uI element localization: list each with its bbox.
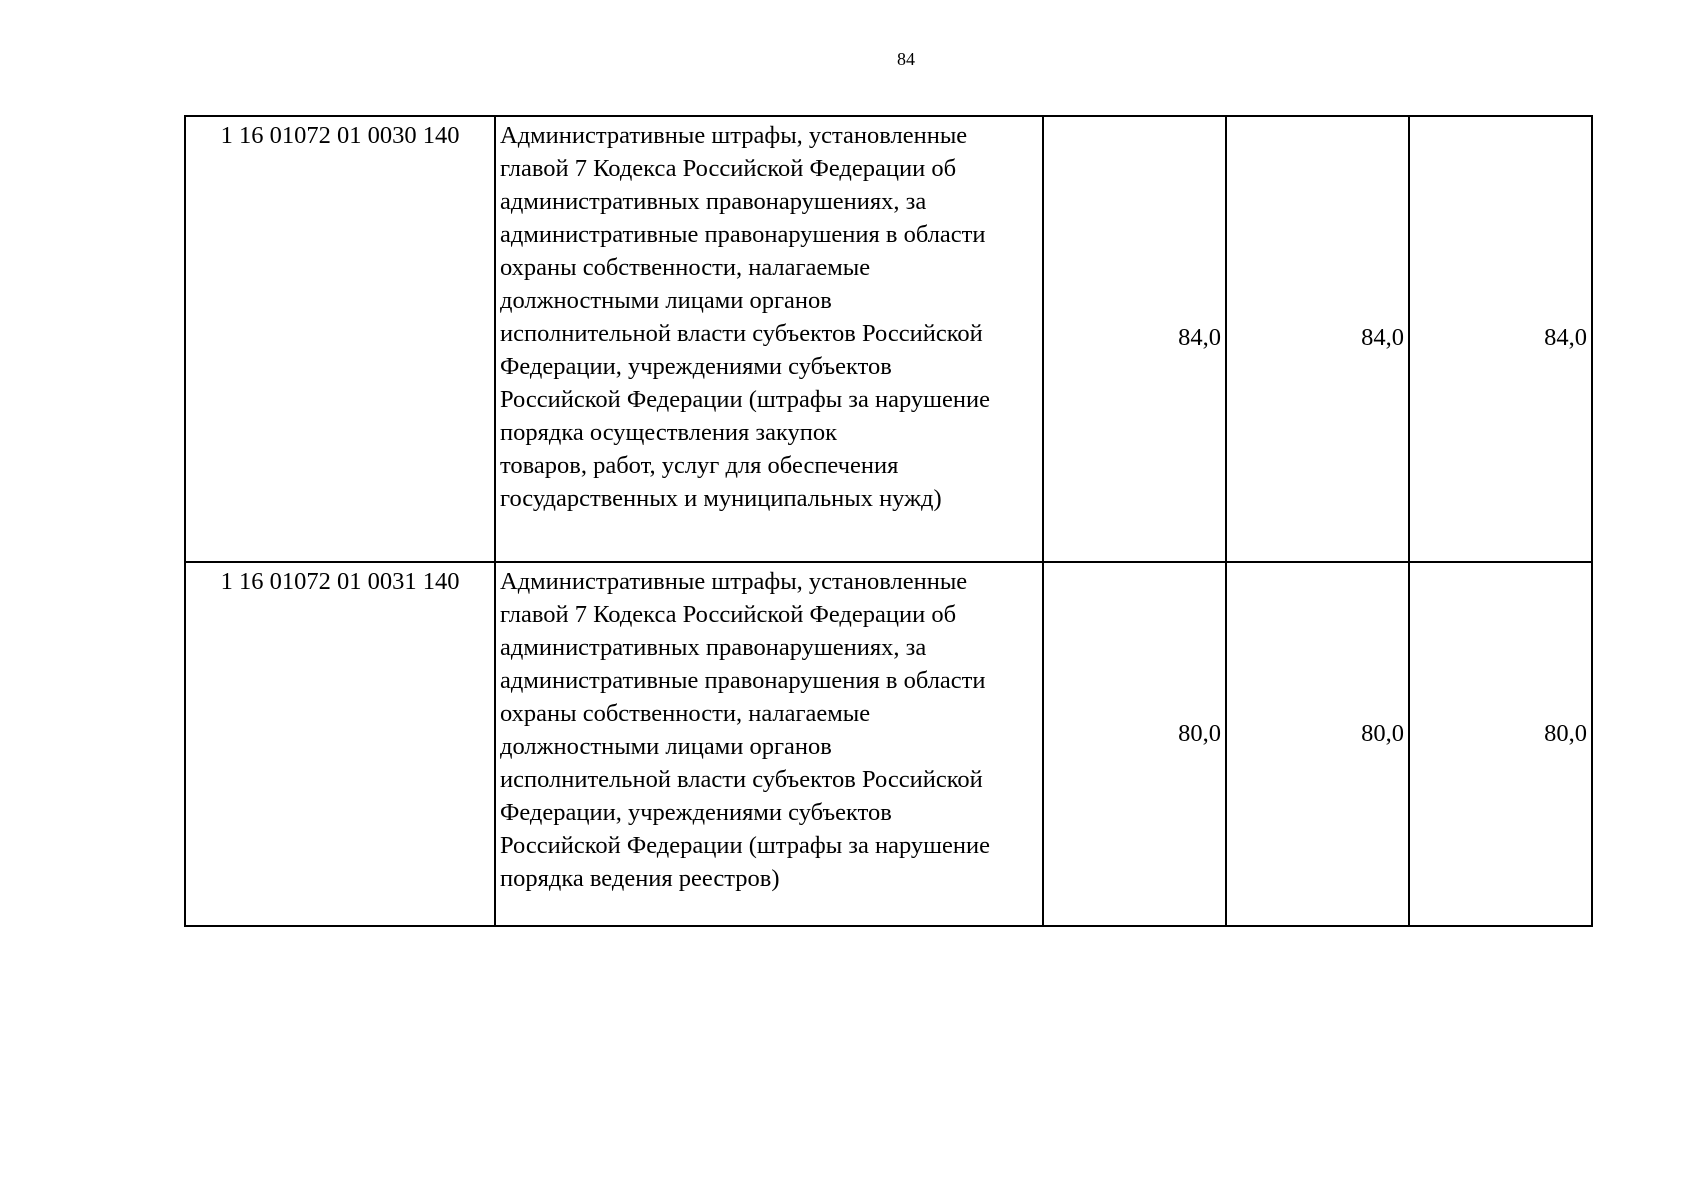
description-line: порядка осуществления закупок	[500, 419, 838, 446]
table-row	[185, 562, 1592, 926]
description-line: Российской Федерации (штрафы за нарушение	[500, 386, 990, 413]
description-line: Российской Федерации (штрафы за нарушение	[500, 832, 990, 859]
description-line: Административные штрафы, установленные	[500, 122, 968, 149]
description-line: главой 7 Кодекса Российской Федерации об	[500, 601, 957, 628]
value-cell-3: 84,0	[1409, 116, 1592, 562]
description-line: охраны собственности, налагаемые	[500, 700, 871, 727]
description-line: порядка ведения реестров)	[500, 865, 780, 892]
description-line: исполнительной власти субъектов Российской	[500, 320, 983, 347]
description-line: должностными лицами органов	[500, 287, 832, 314]
description-line: Федерации, учреждениями субъектов	[500, 353, 892, 380]
budget-code-cell: 1 16 01072 01 0031 140	[185, 562, 495, 926]
fines-table	[184, 115, 1593, 927]
value-cell-1: 80,0	[1043, 562, 1226, 926]
description-line: должностными лицами органов	[500, 733, 832, 760]
value-cell-2: 80,0	[1226, 562, 1409, 926]
table-row	[185, 116, 1592, 562]
description-line: Федерации, учреждениями субъектов	[500, 799, 892, 826]
description-cell	[495, 116, 1043, 562]
description-line: административных правонарушениях, за	[500, 188, 927, 215]
value-cell-1: 84,0	[1043, 116, 1226, 562]
description-line: государственных и муниципальных нужд)	[500, 485, 942, 512]
description-line: административные правонарушения в области	[500, 667, 986, 694]
description-line: Административные штрафы, установленные	[500, 568, 968, 595]
page-number: 84	[897, 49, 915, 69]
description-cell	[495, 562, 1043, 926]
description-line: административных правонарушениях, за	[500, 634, 927, 661]
value-cell-3: 80,0	[1409, 562, 1592, 926]
description-line: исполнительной власти субъектов Российской	[500, 766, 983, 793]
description-line: административные правонарушения в области	[500, 221, 986, 248]
description-line: товаров, работ, услуг для обеспечения	[500, 452, 899, 479]
value-cell-2: 84,0	[1226, 116, 1409, 562]
budget-code-cell: 1 16 01072 01 0030 140	[185, 116, 495, 562]
description-line: главой 7 Кодекса Российской Федерации об	[500, 155, 957, 182]
description-line: охраны собственности, налагаемые	[500, 254, 871, 281]
